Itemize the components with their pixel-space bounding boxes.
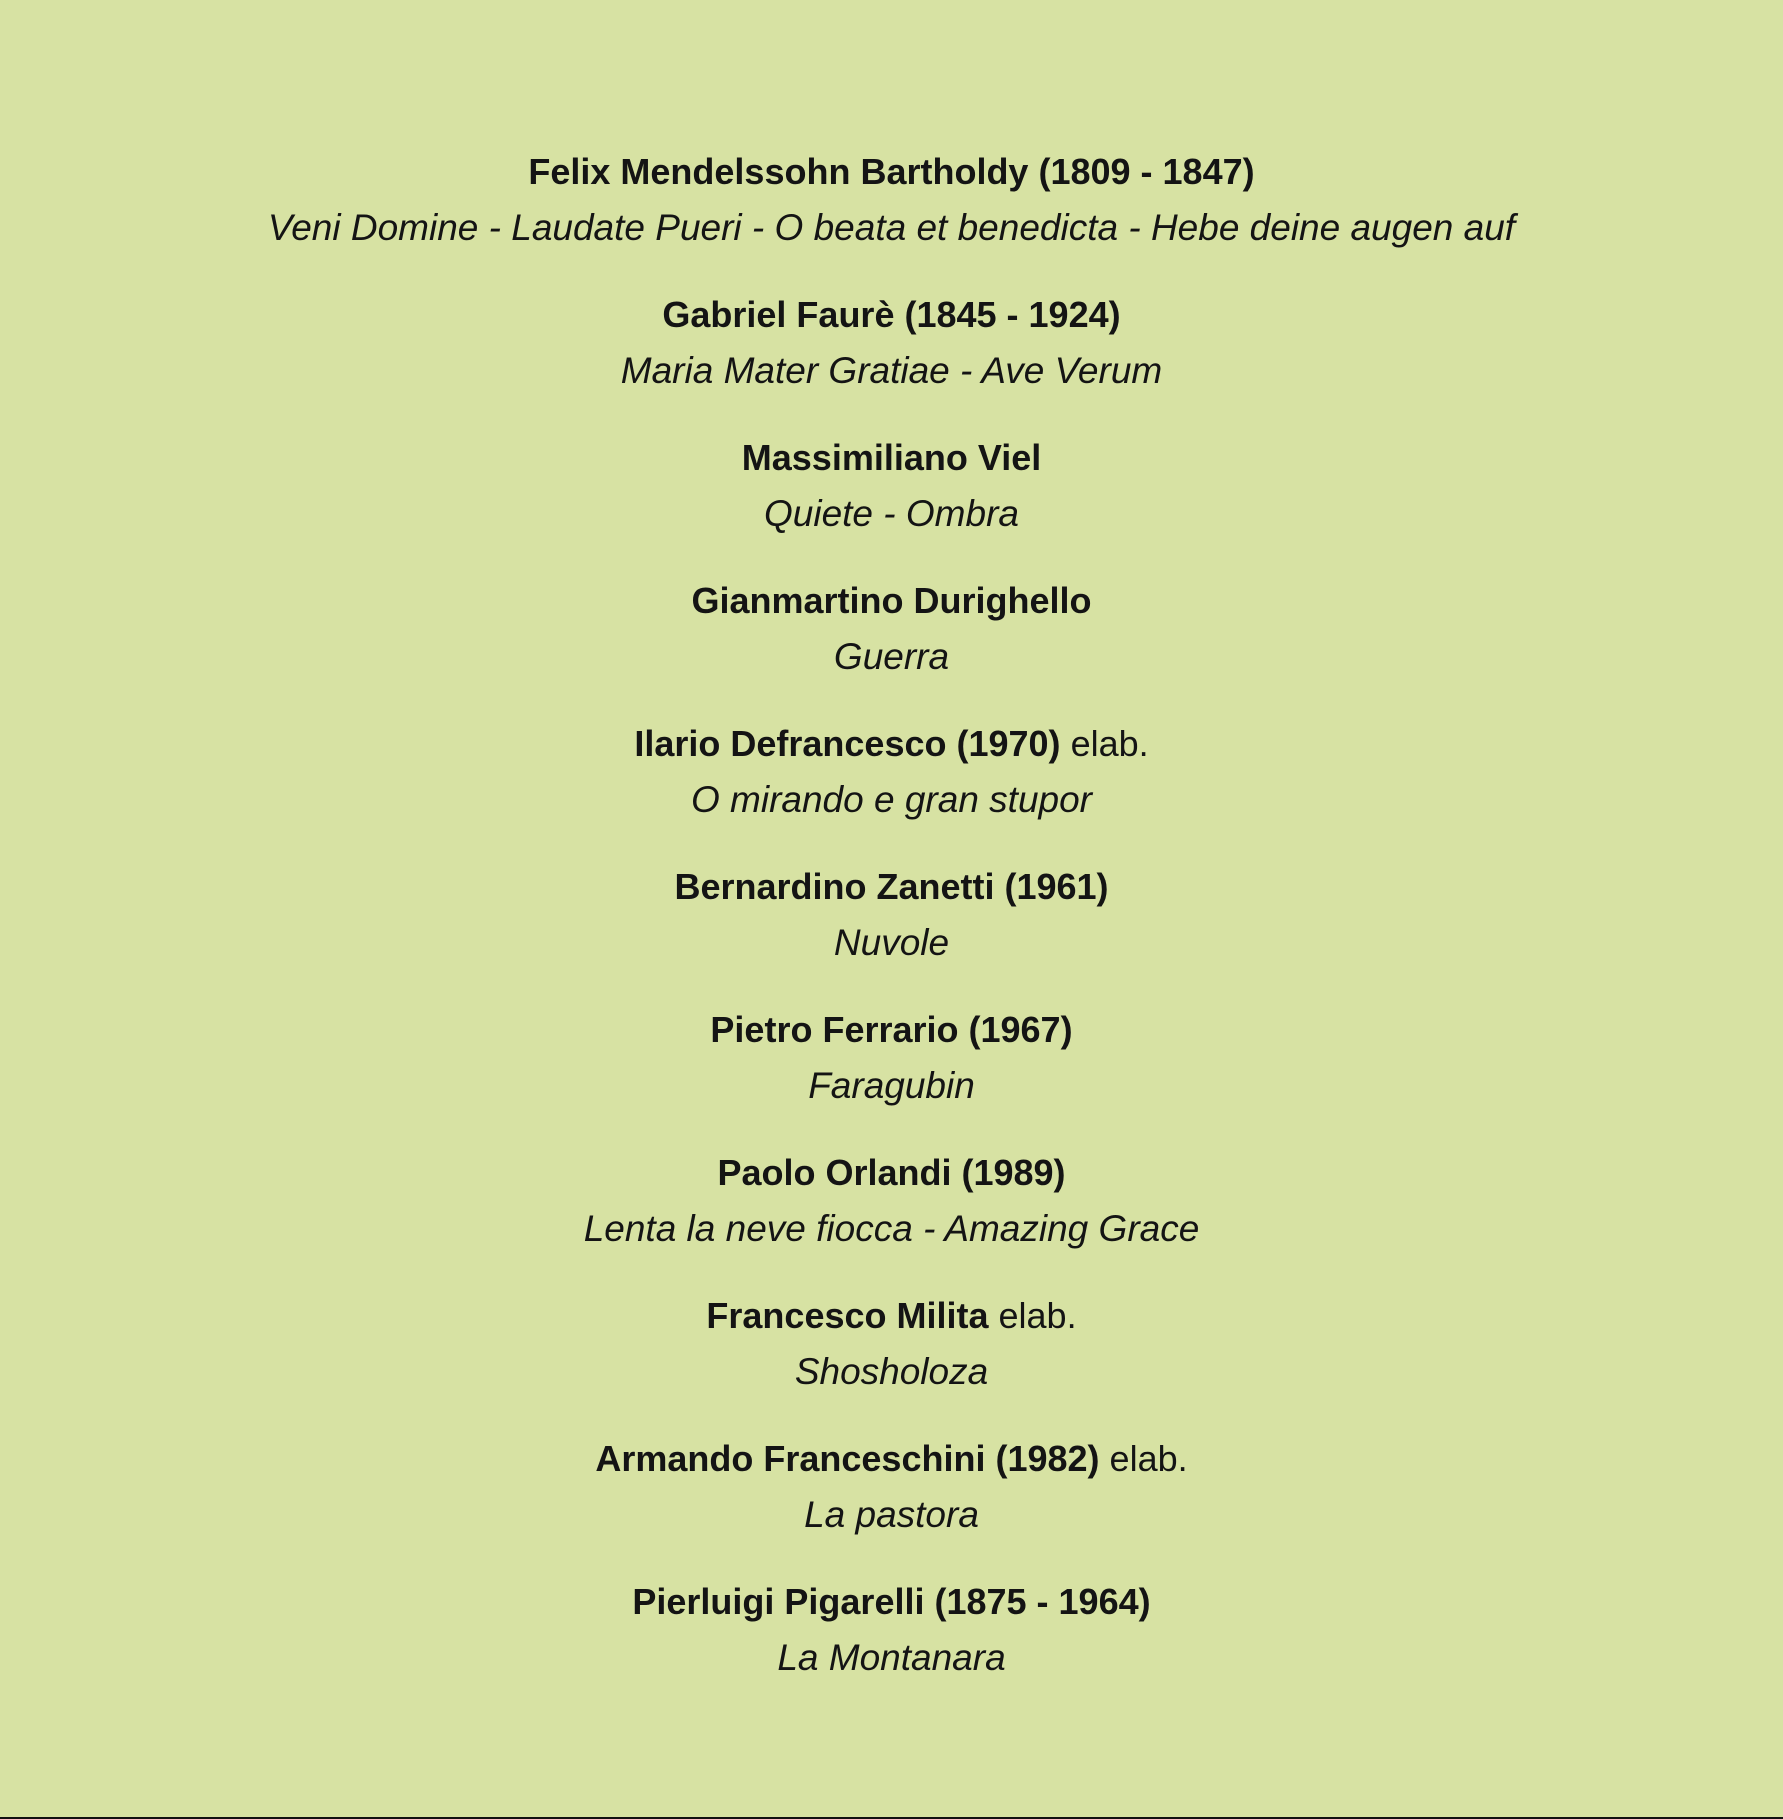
works-title: Nuvole (833, 922, 950, 963)
composer-name: Francesco Milita (706, 1295, 989, 1336)
composer-name: Armando Franceschini (1982) (595, 1438, 1100, 1479)
composer-name: Pierluigi Pigarelli (1875 - 1964) (632, 1581, 1151, 1622)
composer-name: Gianmartino Durighello (691, 580, 1092, 621)
composer-line (0, 430, 1783, 486)
program-entry (0, 1145, 1783, 1288)
program-entry (0, 430, 1783, 573)
composer-name: Paolo Orlandi (1989) (717, 1152, 1066, 1193)
composer-name: Felix Mendelssohn Bartholdy (1809 - 1847) (528, 151, 1255, 192)
works-title: La pastora (804, 1494, 979, 1535)
composer-name: Ilario Defrancesco (1970) (634, 723, 1061, 764)
works-title: La Montanara (777, 1637, 1006, 1678)
composer-line (0, 1145, 1783, 1201)
composer-line (0, 716, 1783, 772)
works-title: O mirando e gran stupor (690, 779, 1093, 820)
composer-line (0, 573, 1783, 629)
composer-name: Gabriel Faurè (1845 - 1924) (662, 294, 1121, 335)
works-title: Shosholoza (794, 1351, 989, 1392)
composer-name: Bernardino Zanetti (1961) (674, 866, 1109, 907)
composer-line (0, 287, 1783, 343)
composer-line (0, 1002, 1783, 1058)
arrangement-note: elab. (1109, 1438, 1188, 1479)
program-entry (0, 573, 1783, 716)
program-entry (0, 144, 1783, 287)
program-entry (0, 1574, 1783, 1717)
composer-line (0, 1431, 1783, 1487)
composer-line (0, 859, 1783, 915)
works-title: Guerra (833, 636, 950, 677)
program-entry (0, 1431, 1783, 1574)
composer-name: Massimiliano Viel (741, 437, 1042, 478)
works-title: Lenta la neve fiocca - Amazing Grace (583, 1208, 1200, 1249)
works-title: Faragubin (808, 1065, 975, 1106)
program-entry (0, 287, 1783, 430)
arrangement-note: elab. (998, 1295, 1077, 1336)
composer-line (0, 1574, 1783, 1630)
works-title: Veni Domine - Laudate Pueri - O beata et benedicta - Hebe deine augen auf (267, 207, 1516, 248)
program-entry (0, 859, 1783, 1002)
composer-line (0, 1288, 1783, 1344)
program-list (0, 144, 1783, 1717)
works-title: Quiete - Ombra (764, 493, 1019, 534)
program-entry (0, 1288, 1783, 1431)
composer-name: Pietro Ferrario (1967) (710, 1009, 1073, 1050)
composer-line (0, 144, 1783, 200)
program-entry (0, 1002, 1783, 1145)
program-entry (0, 716, 1783, 859)
works-title: Maria Mater Gratiae - Ave Verum (620, 350, 1163, 391)
arrangement-note: elab. (1070, 723, 1149, 764)
